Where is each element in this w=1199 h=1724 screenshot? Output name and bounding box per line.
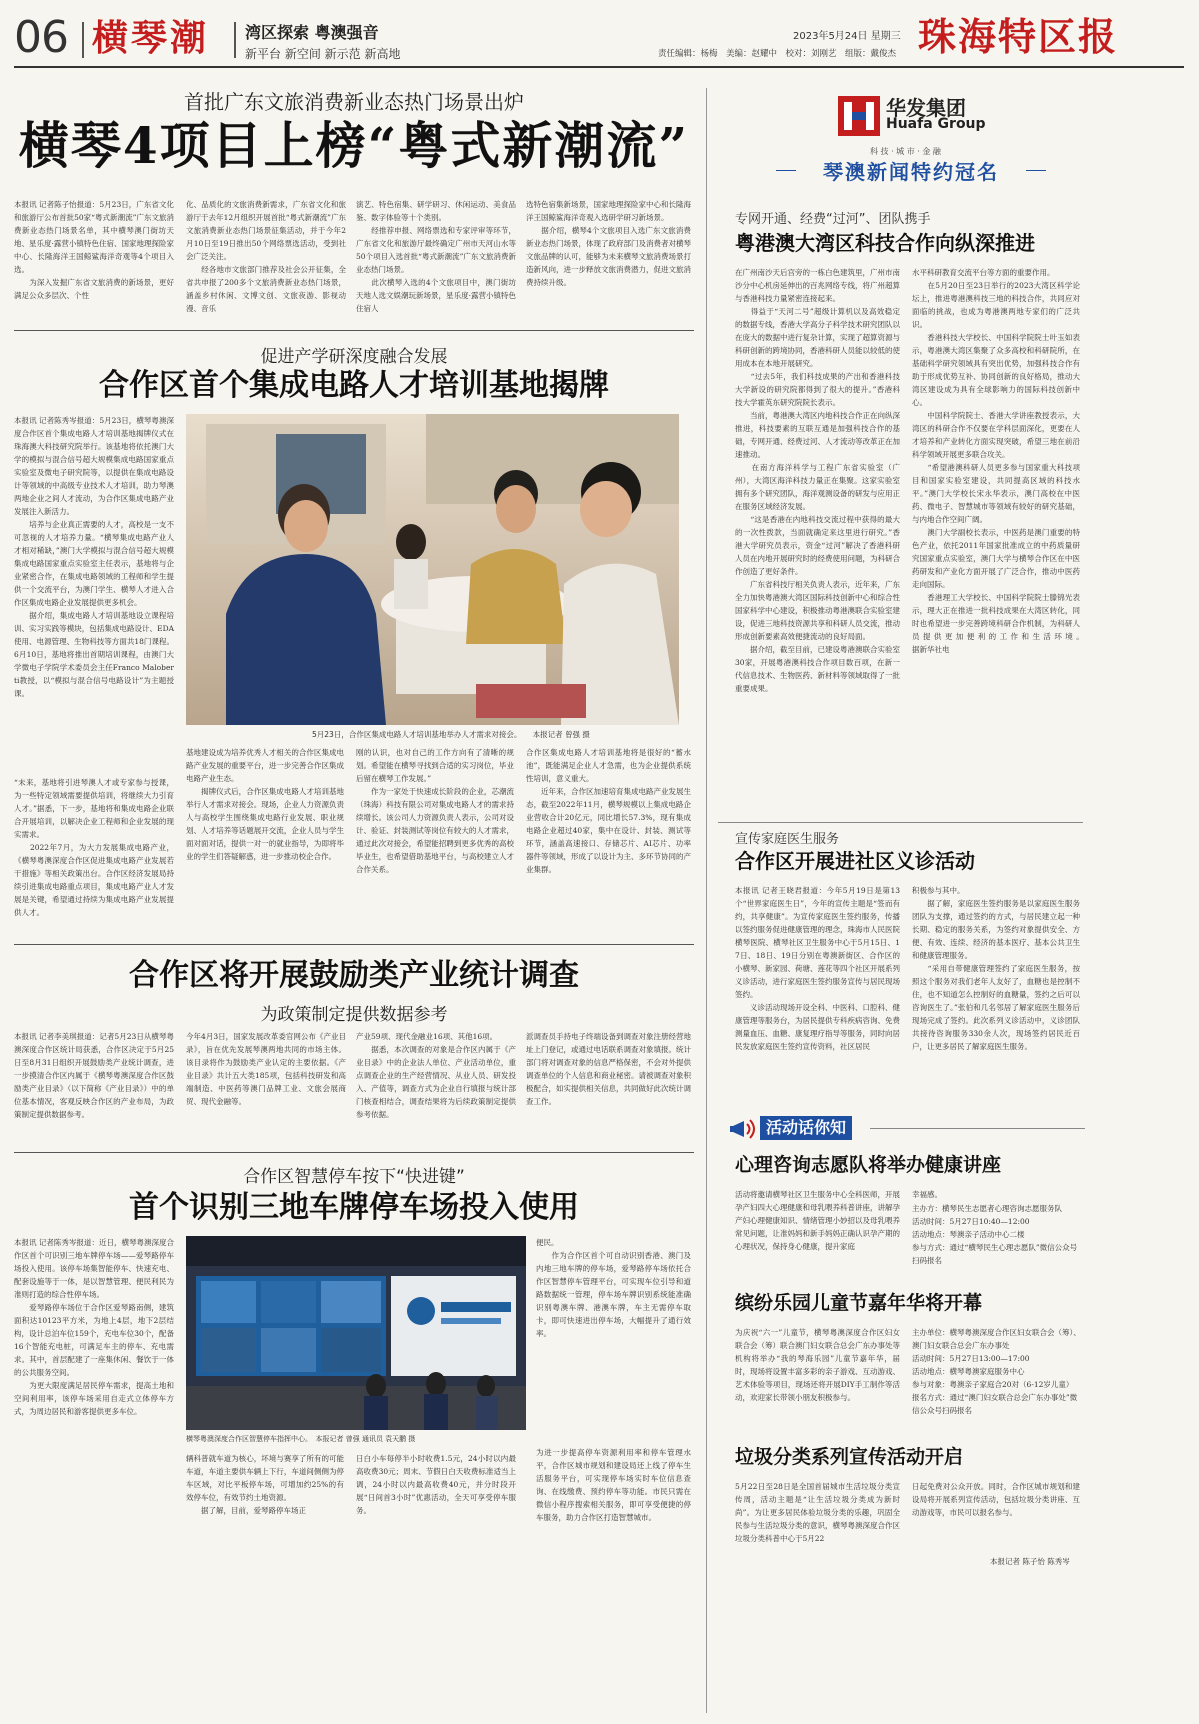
- training-base-photo-caption: 5月23日，合作区集成电路人才培训基地举办人才需求对接会。 本报记者 曾强 摄: [312, 730, 590, 739]
- event2-location: 活动地点：横琴粤澳家庭服务中心: [912, 1367, 1025, 1376]
- article4-col-right-1: 便民。 作为合作区首个可自动识别香港、澳门及内地三地车牌的停车场，爱琴路停车场依托合作区智慧停车管理平台，可实现车位引导和道路数据统一管理，停车场车牌识别系统能准确识别粤澳车牌、港澳车牌，车主无需停车取卡，即可快速进出停车场，大幅提升了通行效率。: [536, 1238, 691, 1338]
- article4-col-under-photo-1: 辆科普就车道为核心，坏境与赛享了所有的可能车道，车道主要供车辆上下行，车道间侧侧为停车区域，对比平板停车场，可增加约25%的有效停车位，有效节约土地资源。 据了解，目前，爱琴路停车场正: [186, 1454, 344, 1515]
- events-banner-text: 活动话你知: [760, 1116, 852, 1140]
- huafa-logo: [838, 92, 988, 148]
- event1-details: [912, 1202, 1082, 1267]
- training-base-photo: [186, 414, 679, 725]
- article2-lead: 本报讯 记者陈秀岑报道：5月23日，横琴粤澳深度合作区首个集成电路人才培训基地揭牌仪式在珠海澳大科技研究院举行。该基地将依托澳门大学的模拟与混合信号超大规模集成电路国家重点实验室及微电子研究院等，以提供在集成电路设计等领域的中高级专业技术人才培训，助力琴澳两地企业之间人才流动，为合作区集成电路产业发展注入新活力。 培养与企业真正需要的人才，高校是一支不可忽视的人才培养力量。“横琴集成电路产业人才相对稀缺，”澳门大学模拟与混合信号超大规模集成电路国家重点实验室主任表示，基地将与企业紧密合作，在集成电路领域的工程师和学生提供一个交流平台，为澳门学生、横琴人才进入合作区集成电路企业发展提供更多机会。 据介绍，集成电路人才培训基地设立课程培训、实习实践等模块，包括集成电路设计、EDA使用、电源管理、生物科技等方面共18门课程。6月10日，基地将推出首期培训课程，由澳门大学微电子学院学术委员会主任Franco Maloberti教授，以“模拟与混合信号电路设计”为主题授课。: [14, 416, 174, 698]
- sponsor-banner-text: 琴澳新闻特约冠名: [796, 156, 1026, 185]
- huafa-logo-cn: 华发集团: [886, 96, 966, 120]
- article5-col-2: 水平科研教育交流平台等方面的重要作用。 在5月20日至23日举行的2023大湾区科学论坛上，推进粤港澳科技三地的科技合作，共同应对面临的挑战，也成为粤港澳两地专家们的广泛共识。 香港科技大学校长、中国科学院院士叶玉如表示，粤港澳大湾区集聚了众多高校和科研院所，在基础科学研究领域具有突出优势，加强科技合作有助于形成优势互补、协同创新的良好格局，推动大湾区建设成为具有全球影响力的国际科技创新中心。 中国科学院院士、香港大学讲座教授表示，大湾区的科研合作不仅要在学科层面深化，更要在人才培养和产业转化方面实现突破，希望三地在前沿科学领域开展更多联合攻关。 “希望港澳科研人员更多参与国家重大科技项目和国家实验室建设，共同提高区域的科技水平。”澳门大学校长宋永华表示，澳门高校在中医药、微电子、智慧城市等领域有较好的研究基础，与内地合作空间广阔。 澳门大学副校长表示，中医药是澳门重要的特色产业，依托2011年国家批准成立的中药质量研究国家重点实验室，澳门大学与横琴合作区在中医药研发和产业化方面开展了广泛合作，推动中医药走向国际。 香港理工大学校长、中国科学院院士滕锦光表示，理大正在推进一批科技成果在大湾区转化，同时也希望进一步完善跨境科研合作机制，为科研人员提供更加便利的工作和生活环境。 据新华社电: [912, 268, 1080, 654]
- article2-col-1: “未来，基地将引进琴澳人才或专家参与授课，为一些特定领域需要提供培训，将继续大力引育人才。”据悉，下一步，基地将和集成电路企业联合开展培训，以解决企业工程师和企业发展的现实需求。 2022年7月，为大力发展集成电路产业，《横琴粤澳深度合作区促进集成电路产业发展若干措施》等相关政策出台。合作区经济发展局持续引进集成电路重点项目，集成电路产业人才发展是关键，希望通过持续为集成电路产业发展提供人才。: [14, 778, 174, 917]
- sponsor-banner: [776, 156, 1046, 186]
- editors-line: 责任编辑：杨梅 美编：赵耀中 校对：刘刚艺 组版：戴俊杰: [658, 49, 897, 59]
- article1-col-1: 本报讯 记者陈子怡报道：5月23日，广东省文化和旅游厅公布首批50家“粤式新潮流”广东文旅消费新业态热门场景名单，其中横琴澳门街坊天地、星乐度·露营小镇特色住宿、国家地理探险家中心、长隆海洋王国鲸鲨海洋奇观等4个项目入选。 为深入发掘广东省文旅消费的新场景，更好满足公众多层次、个性: [14, 200, 174, 300]
- event1-body-cont: 幸福感。: [912, 1190, 942, 1199]
- event3-title: 垃圾分类系列宣传活动开启: [735, 1446, 964, 1468]
- article4-headline: 首个识别三地车牌停车场投入使用: [129, 1190, 579, 1225]
- article3-col-3: 产业59项、现代金融业16项、其他16项。 据悉，本次调查的对象是合作区内属于《产业目录》中的企业法人单位、产业活动单位，重点调查企业的生产经营情况、从业人员、研发投入、产值等，调查方式为企业自行填报与统计部门核查相结合，调查结果将为后续政策制定提供参考依据。: [356, 1032, 516, 1119]
- parking-center-photo-caption: 横琴粤澳深度合作区智慧停车指挥中心。 本报记者 曾强 通讯员 袁天鹏 摄: [186, 1435, 416, 1443]
- huafa-logo-icon: [838, 96, 880, 136]
- article2-kicker: 促进产学研深度融合发展: [260, 347, 448, 367]
- header-slogan-sub: 新平台 新空间 新示范 新高地: [245, 47, 401, 61]
- article6-kicker: 宣传家庭医生服务: [735, 832, 840, 847]
- article1-col-3: 演艺、特色宿集、研学研习、休闲运动、美食品鉴、数字体验等十个类别。 经推荐申报、网络票选和专家评审等环节，广东省文化和旅游厅最终确定广州市天河山水等50个项目入选首批“粤式新潮流”广东文旅消费新业态热门场景。 此次横琴入选的4个文旅项目中，澳门街坊天地人选文娱潮玩新场景，星乐度·露营小镇特色住宿人: [356, 200, 516, 313]
- article1-col-2: 化、品质化的文旅消费新需求，广东省文化和旅游厅于去年12月组织开展首批“粤式新潮流”广东文旅消费新业态热门场景征集活动，并于今年2月10日至19日推出50个网络票选活动，受到社会广泛关注。 经各地市文旅部门推荐及社会公开征集，全省共申报了200多个文旅消费新业态热门场景，涵盖乡村休闲、文博文创、文旅夜游、影视动漫、音乐: [186, 200, 346, 313]
- huafa-logo-en: Huafa Group: [886, 116, 986, 132]
- article6-col-2: 积极参与其中。 据了解，家庭医生签约服务是以家庭医生服务团队为支撑，通过签约的方式，与居民建立起一种长期、稳定的服务关系，为签约对象提供安全、方便、有效、连续、经济的基本医疗、基本公共卫生和健康管理服务。 “采用自带健康管理签约了家庭医生服务，按照这个服务对我们老年人友好了，血糖也是控制不住，也不知道怎么控制好的血糖量，签约之后可以咨询医生了。”张伯和几名邻居了解家庭医生服务后现场完成了签约。此次系列义诊活动中，义诊团队共接待咨询服务330余人次，现场签约居民近百户，让更多居民了解家庭医生服务。: [912, 886, 1080, 1051]
- article6-col-1: 本报讯 记者王晓君报道：今年5月19日是第13个“世界家庭医生日”，今年的宣传主题是“签而有约，共享健康”。为宣传家庭医生签约服务，传播以签约服务促进健康管理的理念，珠海市人民医院横琴医院、横琴社区卫生服务中心于5月15日、17日、18日、19日分别在粤澳新街区、合作区的小横琴、新家园、荷塘、莲花等四个社区开展系列义诊活动，进行家庭医生签约服务宣传与居民现场签约。 义诊活动现场开设全科、中医科、口腔科、健康管理等服务台，为居民提供专科疾病咨询、免费测量血压、血糖、康复理疗指导等服务，同时向居民发放家庭医生签约宣传资料，社区居民: [735, 886, 900, 1051]
- parking-center-photo-illustration: [186, 1236, 526, 1430]
- article2-col-3: 刚的认识，也对自己的工作方向有了清晰的规划。希望能在横琴寻找到合适的实习岗位，毕业后留在横琴工作发展。” 作为一家处于快速成长阶段的企业，芯潮流（珠海）科技有限公司对集成电路人才的需求持续增长。该公司人力资源负责人表示，公司对设计、验证、封装测试等岗位有较大的人才需求，通过此次对接会，希望能招聘到更多优秀的高校毕业生，也希望借助基地平台，与高校建立人才合作关系。: [356, 748, 514, 874]
- article1-kicker: 首批广东文旅消费新业态热门场景出炉: [184, 90, 524, 114]
- event3-byline: 本报记者 陈子怡 陈秀岑: [990, 1557, 1070, 1566]
- article6-headline: 合作区开展进社区义诊活动: [735, 849, 975, 873]
- parking-center-photo: [186, 1236, 526, 1430]
- event2-audience: 参与对象：粤澳亲子家庭合20对（6-12岁儿童）: [912, 1380, 1074, 1389]
- article2-headline: 合作区首个集成电路人才培训基地揭牌: [99, 368, 609, 403]
- sponsor-tagline: 科 技 · 城 市 · 金 融: [870, 147, 941, 156]
- article4-col-under-photo-2: 日白小车每停半小时收费1.5元，24小时以内最高收费30元；周末、节假日白天收费标准适当上调，24小时以内最高收费40元，并分时段开展“日间首3小时”优惠活动，全天可享受停车服务。: [356, 1454, 516, 1515]
- header-slogan-main: 湾区探索 粤澳强音: [245, 23, 379, 42]
- article5-kicker: 专网开通、经费“过河”、团队携手: [735, 212, 931, 227]
- event2-time: 活动时间：5月27日13:00—17:00: [912, 1354, 1030, 1363]
- section-name: 横琴潮: [92, 17, 210, 59]
- article4-kicker: 合作区智慧停车按下“快进键”: [243, 1167, 465, 1187]
- event2-organizer: 主办单位：横琴粤澳深度合作区妇女联合会（筹）、澳门妇女联合总会广东办事处: [912, 1328, 1081, 1350]
- issue-date: 2023年5月24日 星期三: [793, 31, 901, 42]
- event2-details: [912, 1326, 1082, 1417]
- event1-location: 活动地点：琴澳亲子活动中心二楼: [912, 1230, 1025, 1239]
- article1-col-4: 选特色宿集新场景，国家地理探险家中心和长隆海洋王国鲸鲨海洋奇观入选研学研习新场景。 据介绍，横琴4个文旅项目入选广东文旅消费新业态热门场景，体现了政府部门及消费者对横琴文旅品牌的认可，能够为未来横琴文旅消费场景打造新风向，进一步释放文旅消费潜力，促进文旅消费持续升级。: [526, 200, 691, 287]
- event2-signup: 报名方式：通过“澳门妇女联合总会广东办事处”微信公众号扫码报名: [912, 1393, 1078, 1415]
- megaphone-icon: [730, 1116, 758, 1142]
- article1-headline: 横琴4项目上榜“粤式新潮流”: [18, 116, 690, 175]
- training-base-photo-illustration: [186, 414, 679, 725]
- article5-headline: 粤港澳大湾区科技合作向纵深推进: [735, 231, 1035, 255]
- article2-col-2: 基地建设成为培养优秀人才相关的合作区集成电路产业发展的重要平台，进一步完善合作区集成电路产业生态。 揭牌仪式后，合作区集成电路人才培训基地举行人才需求对接会。现场，企业人力资源负责人与高校学生围绕集成电路行业发展、职业规划、人才培养等话题展开交流，企业人员与学生面对面对话，提供一对一的就业指导，为即将毕业的学生们答疑解惑，进一步推动校企合作。: [186, 748, 344, 861]
- page-number: 06: [14, 12, 68, 63]
- article3-col-4: 派调查员手持电子终端设备到调查对象注册经营地址上门登记，或通过电话联系调查对象填报。统计部门将对调查对象的信息严格保密，不会对外提供调查单位的个人信息和商业秘密。请被调查对象积极配合，如实提供相关信息，共同做好此次统计调查工作。: [526, 1032, 691, 1106]
- event3-body-cont: 日起免费对公众开放。同时，合作区城市规划和建设局将开展系列宣传活动，包括垃圾分类讲座、互动游戏等，市民可以报名参与。: [912, 1482, 1080, 1517]
- event1-title: 心理咨询志愿队将举办健康讲座: [735, 1154, 1002, 1176]
- event3-body: 5月22日至28日是全国首届城市生活垃圾分类宣传周，活动主题是“让生活垃圾分类成为新时尚”。为让更多居民体验垃圾分类的乐趣，巩固全民参与生活垃圾分类的意识，横琴粤澳深度合作区垃圾分类科普中心于5月22: [735, 1482, 900, 1543]
- event1-organizer: 主办方：横琴民生志愿者心理咨询志愿服务队: [912, 1204, 1062, 1213]
- article3-subhead: 为政策制定提供数据参考: [260, 1005, 448, 1025]
- article3-col-2: 今年4月3日，国家发展改革委官网公布《产业目录》，旨在优先发展琴澳两地共同的市场主体。该目录将作为鼓励类产业认定的主要依据。《产业目录》共计五大类185项，包括科技研发和高端制造、中医药等澳门品牌工业、文旅会展商贸、现代金融等。: [186, 1032, 346, 1106]
- event1-time: 活动时间：5月27日10:40—12:00: [912, 1217, 1030, 1226]
- newspaper-name: 珠海特区报: [918, 14, 1119, 59]
- events-banner: [730, 1114, 1090, 1144]
- event2-title: 缤纷乐园儿童节嘉年华将开幕: [735, 1292, 983, 1314]
- article2-col-4: 合作区集成电路人才培训基地将是很好的“蓄水池”，既能满足企业人才急需，也为企业提供系统性培训，意义重大。 近年来，合作区加速培育集成电路产业发展生态，截至2022年11月，横琴规模以上集成电路企业营收合计20亿元，同比增长57.3%，现有集成电路企业超过40家，集中在设计、封装、测试等环节，涵盖高速接口、存储芯片、AI芯片、功率器件等领域，形成了以设计为主、多环节协同的产业集群。: [526, 748, 691, 874]
- article4-lead: 本报讯 记者陈秀岑报道：近日，横琴粤澳深度合作区首个可识别三地车牌停车场——爱琴路停车场投入使用。该停车场集智能停车、快速充电、配套设施等于一体，是以智慧管理、便民利民为准则打造的综合性停车场。 爱琴路停车场位于合作区爱琴路南侧，建筑面积达10123平方米，为地上4层，地下2层结构，设计总泊车位159个，充电车位30个，配备16个智能充电桩，可满足车主的停车、充电需求。其中，首层配建了一座集休闲、餐饮于一体的公共服务空间。 为更大限度满足居民停车需求，提高土地和空间利用率，该停车场采用自走式立体停车方式，为周边居民和游客提供更多车位。: [14, 1238, 174, 1416]
- event2-body: 为庆祝“六一”儿童节，横琴粤澳深度合作区妇女联合会（筹）联合澳门妇女联合总会广东办事处等机构将举办“我的琴海乐园”儿童节嘉年华，届时，现场将设置丰富多彩的亲子游戏、互动游戏、艺术体验等项目，现场还将开展DIY手工制作等活动，欢迎家长带领小朋友积极参与。: [735, 1328, 900, 1402]
- event1-body: 活动将邀请横琴社区卫生服务中心全科医师，开展孕产妇四大心理健康和母乳喂养科普讲座，讲解孕产妇心理健康知识、情绪管理小妙招以及母乳喂养常见问题，让准妈妈和新手妈妈正确认识孕产期的心理状况，保持身心健康，提升家庭: [735, 1190, 900, 1251]
- article3-col-1: 本报讯 记者李美琪报道：记者5月23日从横琴粤澳深度合作区统计局获悉，合作区决定于5月25日至8月31日组织开展鼓励类产业统计调查，进一步摸清合作区内属于《横琴粤澳深度合作区鼓励类产业目录》（以下简称《产业目录》）中的单位基本情况，客观反映合作区的产业布局，为政策制定提供数据参考。: [14, 1032, 174, 1119]
- article5-col-1: 在广州南沙天后宫旁的一栋白色建筑里，广州市南沙分中心机房延伸出的百兆网络专线，将广州超算与香港科技力量紧密连接起来。 得益于“天河二号”超级计算机以及高效稳定的数据专线，香港大学高分子科学技术研究团队以在庞大的数据中进行复杂计算，实现了超算资源与科研创新的跨境协同，香港科研人员能以较低的使用成本在本地开展研究。 “过去5年，我们科技成果的产出和香港科技大学新设的研究院都得到了很大的提升。”香港科技大学霍英东研究院院长表示。 当前，粤港澳大湾区内地科技合作正在向纵深推进，科技要素的互联互通是加强科技合作的基础，专网开通、经费过河、人才流动等改革正在加速推动。 在南方海洋科学与工程广东省实验室（广州），大湾区海洋科技力量正在集聚。这家实验室拥有多个研究团队，海洋观测设备的研发与应用正在服务区域经济发展。 “这是香港在内地科技交流过程中获得的最大的一次性拨款，当面就确定来这里进行研究。”香港大学研究员表示，资金“过河”解决了香港科研人员在内地开展研究时的经费使用问题，为科研合作创造了更好条件。 广东省科技厅相关负责人表示，近年来，广东全力加快粤港澳大湾区国际科技创新中心和综合性国家科学中心建设，积极推动粤港澳联合实验室建设，促进三地科技资源共享和科研人员交流，推动形成创新要素高效便捷流动的良好局面。 据介绍，截至目前，已建设粤港澳联合实验室30家，开展粤港澳科技合作项目数百项，在新一代信息技术、生物医药、新材料等领域取得了一批重要成果。: [735, 268, 900, 693]
- article3-headline: 合作区将开展鼓励类产业统计调查: [129, 958, 579, 993]
- article4-col-right-2: 为进一步提高停车资源利用率和停车管理水平，合作区城市规划和建设局还上线了停车生活服务平台，可实现停车场实时车位信息查询、在线缴费、预约停车等功能。市民只需在微信小程序搜索相关服务，即可享受便捷的停车服务，助力合作区打造智慧城市。: [536, 1448, 691, 1522]
- event1-signup: 参与方式：通过“横琴民生心理志愿队”微信公众号扫码报名: [912, 1243, 1078, 1265]
